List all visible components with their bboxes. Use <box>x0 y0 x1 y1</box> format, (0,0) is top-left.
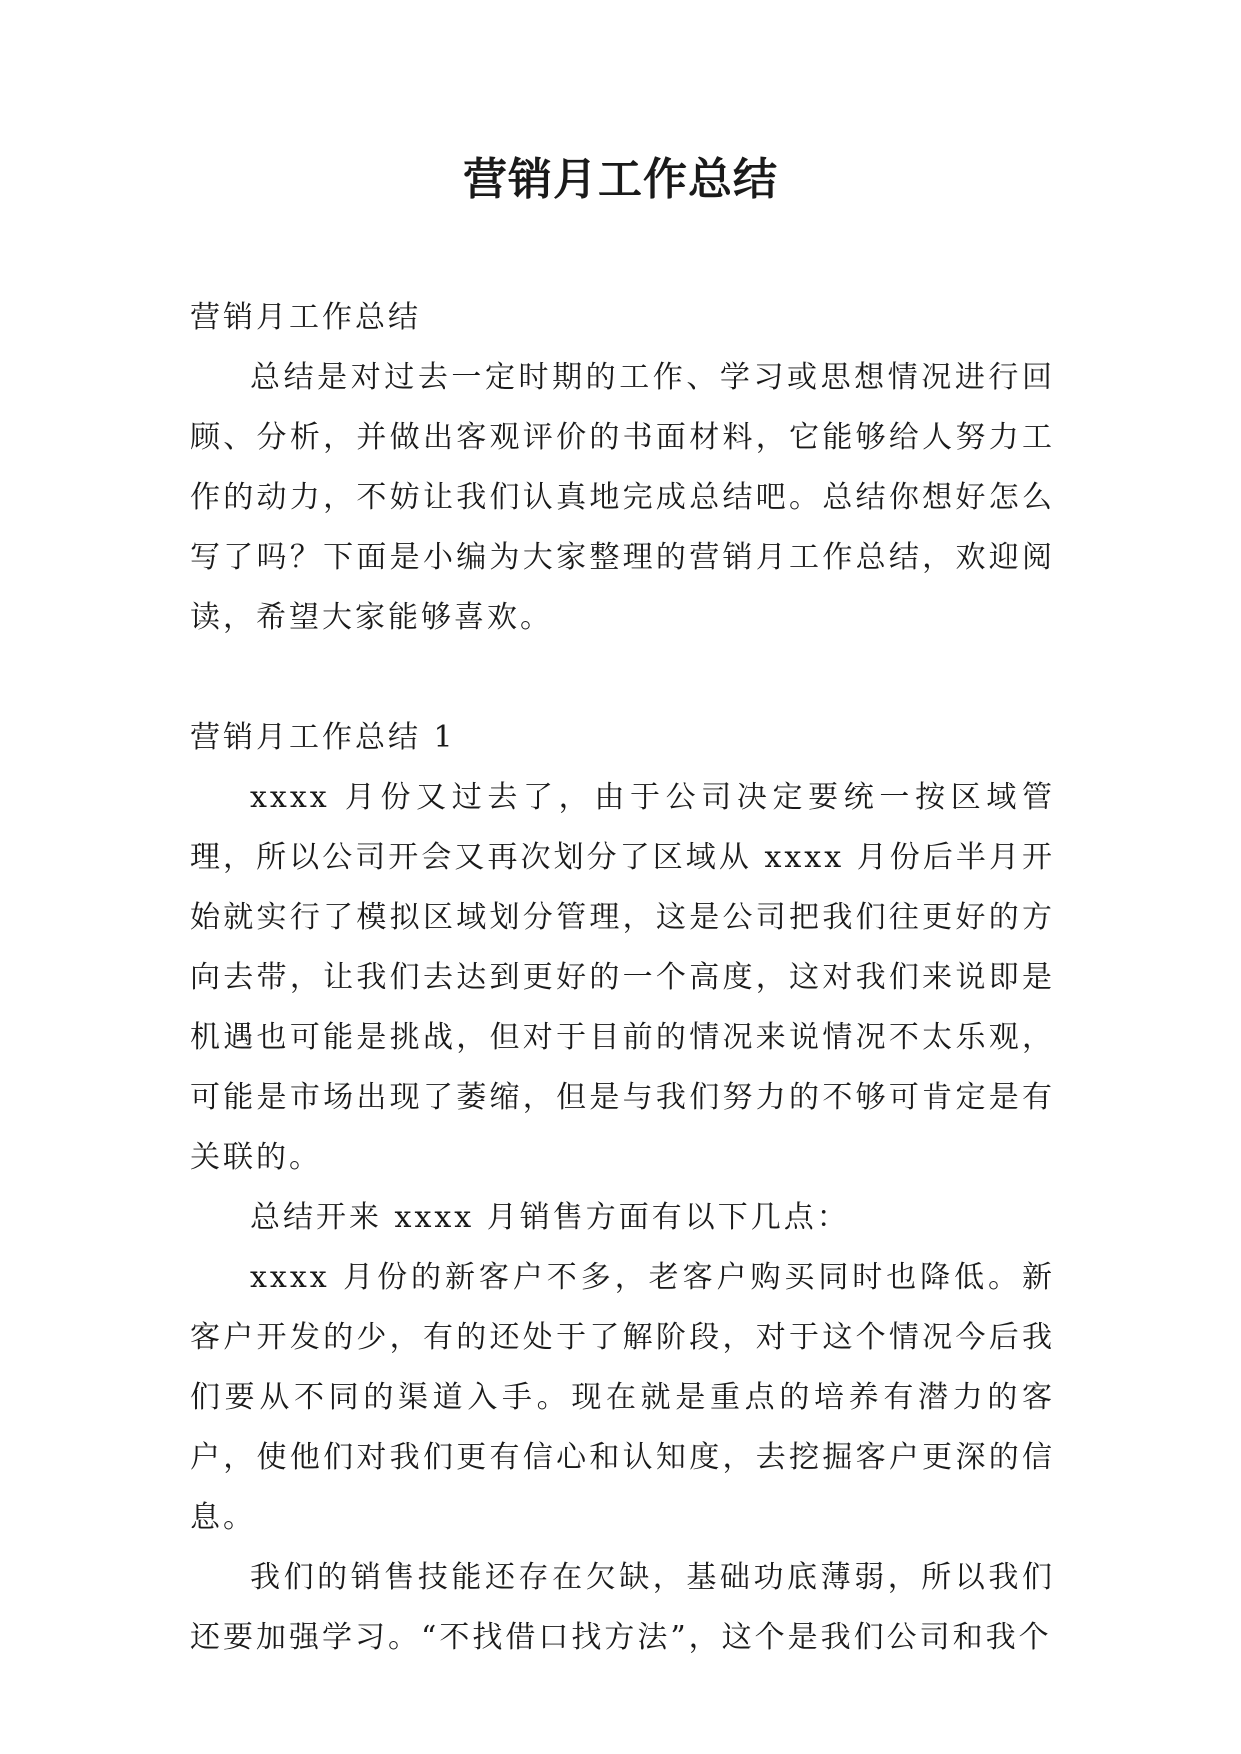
document-body <box>190 288 1055 1668</box>
intro-paragraph: 总结是对过去一定时期的工作、学习或思想情况进行回顾、分析，并做出客观评价的书面材料，它能够给人努力工作的动力，不妨让我们认真地完成总结吧。总结你想好怎么写了吗？下面是小编为大家整理的营销月工作总结，欢迎阅读，希望大家能够喜欢。 <box>190 360 1055 635</box>
section1-heading: 营销月工作总结 1 <box>190 720 456 755</box>
section1-paragraph-3: xxxx 月份的新客户不多，老客户购买同时也降低。新客户开发的少，有的还处于了解阶段，对于这个情况今后我们要从不同的渠道入手。现在就是重点的培养有潜力的客户，使他们对我们更有信心和认知度，去挖掘客户更深的信息。 <box>190 1260 1055 1535</box>
intro-heading: 营销月工作总结 <box>190 300 421 335</box>
section-spacer <box>190 648 1055 708</box>
document-title: 营销月工作总结 <box>463 154 778 205</box>
section1-paragraph-2: 总结开来 xxxx 月销售方面有以下几点： <box>250 1200 850 1235</box>
section1-paragraph-4: 我们的销售技能还存在欠缺，基础功底薄弱，所以我们还要加强学习。“不找借口找方法”，这个是我们公司和我个 <box>190 1560 1055 1655</box>
section1-paragraph-1: xxxx 月份又过去了，由于公司决定要统一按区域管理，所以公司开会又再次划分了区域从 xxxx 月份后半月开始就实行了模拟区域划分管理，这是公司把我们往更好的方向去带，让我们去达到更好的一个高度，这对我们来说即是机遇也可能是挑战，但对于目前的情况来说情况不太乐观，可能是市场出现了萎缩，但是与我们努力的不够可肯定是有关联的。 <box>190 780 1055 1175</box>
